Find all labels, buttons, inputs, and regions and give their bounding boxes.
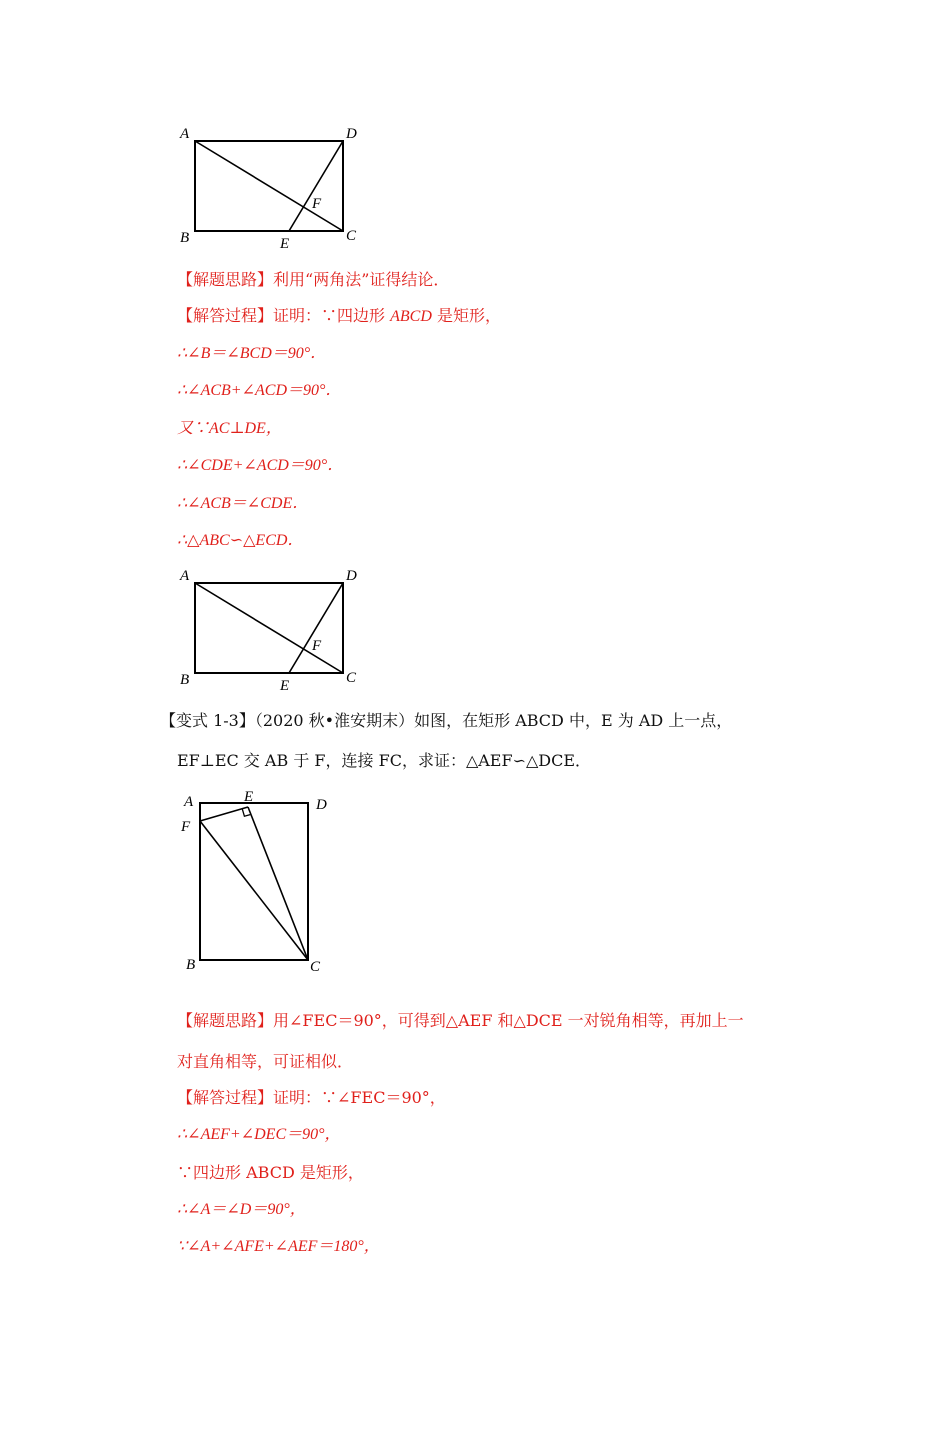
segment-de — [289, 583, 343, 673]
label-b: B — [180, 230, 190, 246]
idea-tag: 【解题思路】 — [177, 1011, 274, 1030]
label-c: C — [346, 228, 357, 244]
segment-fe — [200, 807, 248, 821]
segment-de — [289, 141, 343, 231]
label-f: F — [312, 638, 322, 654]
rectangle-abcd — [200, 803, 308, 960]
solution1-line-5: ∴∠CDE+∠ACD＝90°． — [177, 457, 344, 474]
label-f: F — [181, 819, 191, 835]
label-b: B — [186, 957, 196, 973]
solution2-process-line-1 — [177, 1087, 446, 1109]
segment-fc — [200, 821, 308, 960]
label-f: F — [312, 196, 322, 212]
label-d: D — [316, 797, 327, 813]
geometry-figure-3 — [170, 785, 340, 980]
process-text-pre: 证明：∵四边形 — [273, 306, 391, 325]
process-text-1: 证明：∵∠FEC＝90°， — [273, 1088, 446, 1107]
geometry-figure-2 — [170, 562, 370, 697]
problem-tag: 【变式 1-3】 — [160, 711, 255, 730]
label-d: D — [346, 568, 357, 584]
problem-line-2: EF⊥EC 交 AB 于 F，连接 FC，求证：△AEF∽△DCE． — [177, 751, 592, 770]
solution2-idea-line-1 — [177, 1010, 744, 1032]
figure-1-svg — [170, 120, 370, 255]
diagonal-ac — [195, 583, 343, 673]
solution1-line-4: 又∵AC⊥DE， — [177, 420, 282, 437]
idea-text: 利用“两角法”证得结论． — [273, 270, 450, 289]
geometry-figure-1 — [170, 120, 370, 255]
label-e: E — [244, 789, 254, 805]
solution1-line-7: ∴△ABC∽△ECD． — [177, 532, 304, 549]
label-b: B — [180, 672, 190, 688]
process-tag: 【解答过程】 — [177, 1088, 274, 1107]
label-d: D — [346, 126, 357, 142]
idea-text-1: 用∠FEC＝90°，可得到△AEF 和△DCE 一对锐角相等，再加上一 — [273, 1011, 744, 1030]
figure-3-svg — [170, 785, 340, 980]
solution2-idea-line-2: 对直角相等，可证相似． — [177, 1052, 354, 1071]
label-c: C — [310, 959, 321, 975]
figure-2-svg — [170, 562, 370, 697]
solution2-line-4: ∴∠A＝∠D＝90°， — [177, 1201, 306, 1218]
diagonal-ac — [195, 141, 343, 231]
solution2-line-5: ∵∠A+∠AFE+∠AEF＝180°， — [177, 1238, 380, 1255]
process-text-post: 是矩形， — [431, 306, 501, 325]
label-e: E — [280, 678, 290, 694]
solution1-line-3: ∴∠ACB+∠ACD＝90°． — [177, 382, 342, 399]
solution1-process-line-1 — [177, 305, 501, 328]
process-text-abcd: ABCD — [390, 308, 432, 325]
label-e: E — [280, 236, 290, 252]
segment-ec — [248, 807, 308, 960]
solution1-line-6: ∴∠ACB＝∠CDE． — [177, 495, 309, 512]
process-tag: 【解答过程】 — [177, 306, 274, 325]
idea-tag: 【解题思路】 — [177, 270, 274, 289]
solution1-idea — [177, 269, 449, 291]
label-a: A — [180, 568, 190, 584]
solution2-line-3: ∵四边形 ABCD 是矩形， — [177, 1163, 364, 1182]
label-a: A — [180, 126, 190, 142]
problem-line-1 — [160, 710, 732, 732]
solution2-line-2: ∴∠AEF+∠DEC＝90°， — [177, 1126, 341, 1143]
label-c: C — [346, 670, 357, 686]
problem-source: （2020 秋•淮安期末） — [254, 711, 415, 730]
problem-text-1: 如图，在矩形 ABCD 中，E 为 AD 上一点， — [414, 711, 733, 730]
label-a: A — [184, 794, 194, 810]
solution1-line-2: ∴∠B＝∠BCD＝90°． — [177, 345, 327, 362]
